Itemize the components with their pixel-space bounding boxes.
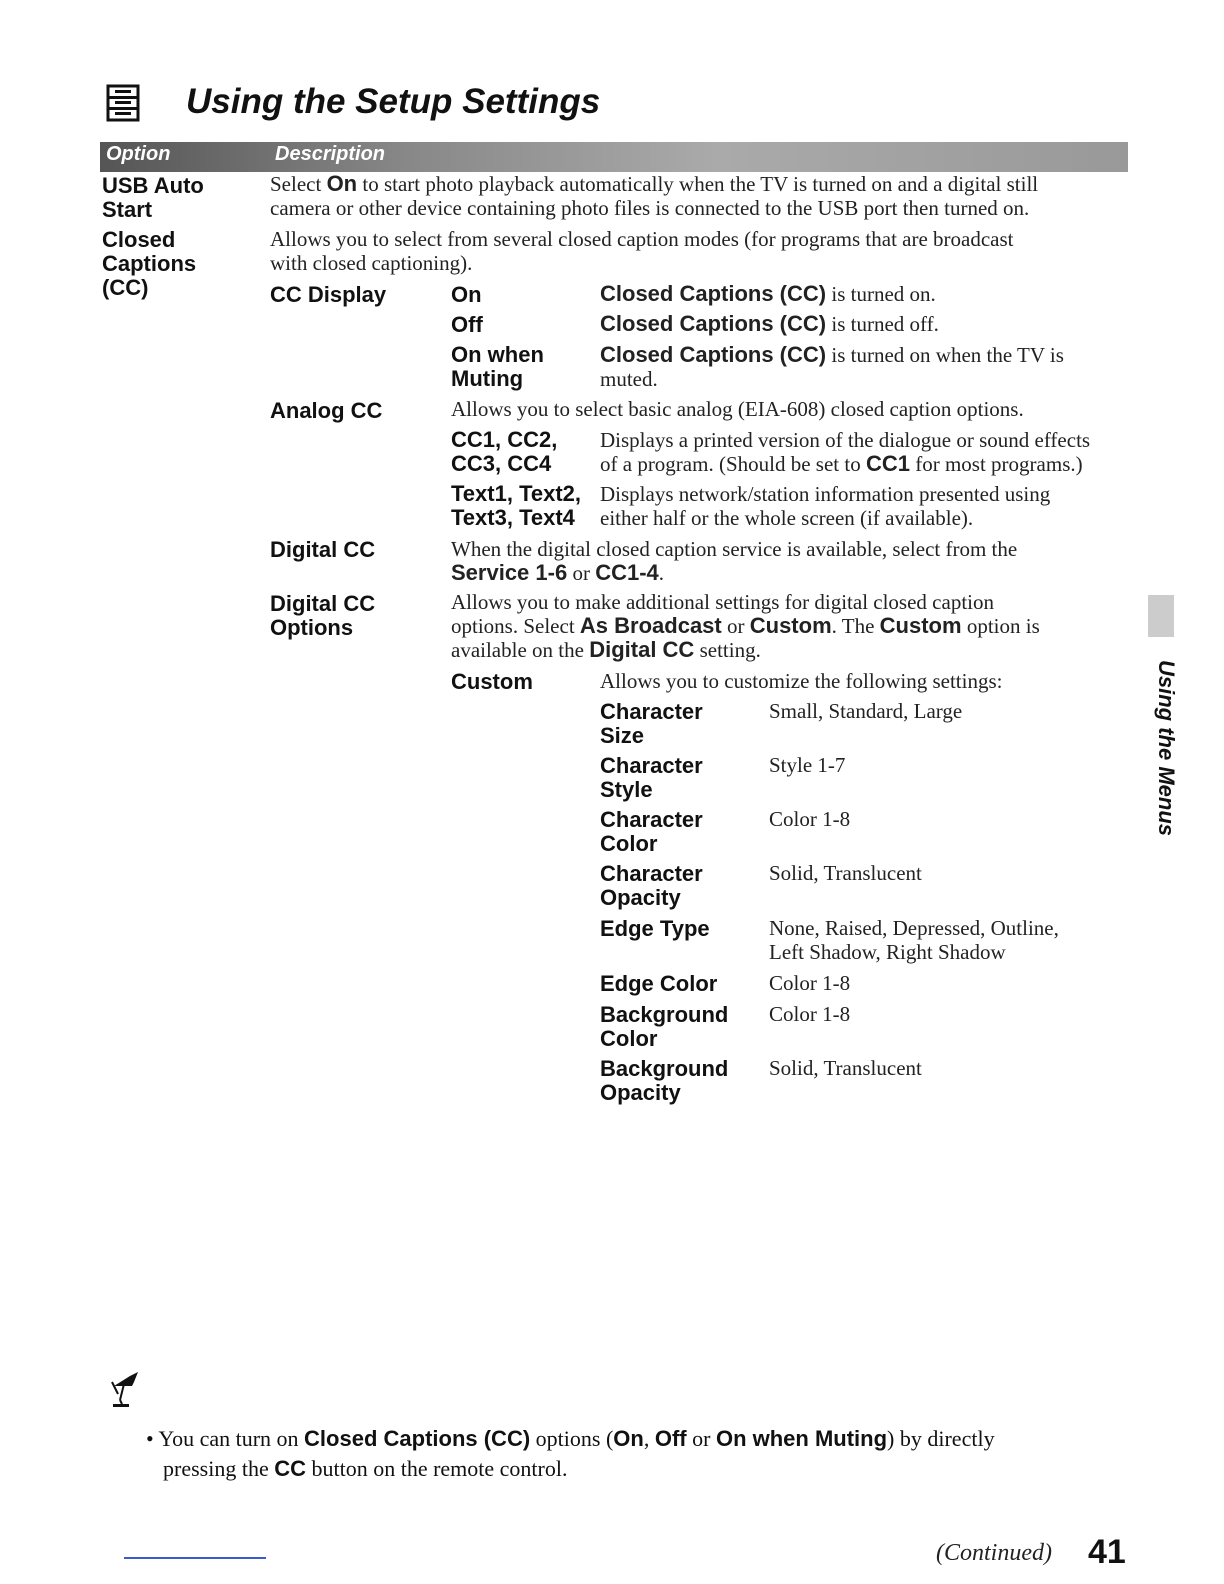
cc-display-muting-label: On when Muting <box>451 342 544 391</box>
digital-cc-options-description: Allows you to make additional settings for digital closed caption options. Select As Broadcast or Custom. The Custom option is available on the Digital CC setting. <box>451 590 1040 662</box>
setting-character-size-value: Small, Standard, Large <box>769 699 963 723</box>
usb-auto-start-description: Select On to start photo playback automatically when the TV is turned on and a digital still camera or other device containing photo files is connected to the USB port then turned on. <box>270 171 1039 220</box>
cc-display-off-label: Off <box>451 312 483 337</box>
cc-display-label: CC Display <box>270 282 387 307</box>
analog-cc-text-description: Displays network/station information presented using either half or the whole screen (if available). <box>600 482 1051 530</box>
section-tab-marker <box>1148 595 1174 637</box>
setting-character-opacity-label: Character Opacity <box>600 861 703 910</box>
continued-note: (Continued) <box>936 1540 1052 1566</box>
setting-edge-type-value: None, Raised, Depressed, Outline, Left Shadow, Right Shadow <box>769 916 1059 964</box>
option-column-header: Option <box>106 143 171 165</box>
digital-cc-label: Digital CC <box>270 537 376 562</box>
section-side-label: Using the Menus <box>1154 660 1179 837</box>
tip-lamp-icon <box>108 1368 148 1410</box>
closed-captions-description: Allows you to select from several closed caption modes (for programs that are broadcast with closed captioning). <box>270 227 1014 275</box>
page-number: 41 <box>1088 1533 1126 1571</box>
option-closed-captions: Closed Captions (CC) <box>102 227 197 300</box>
analog-cc-text-label: Text1, Text2, Text3, Text4 <box>451 481 582 530</box>
setting-background-color-value: Color 1-8 <box>769 1002 851 1026</box>
setting-edge-type-label: Edge Type <box>600 916 710 941</box>
custom-label: Custom <box>451 669 533 694</box>
page-title: Using the Setup Settings <box>186 82 601 121</box>
digital-cc-description: When the digital closed caption service is available, select from the Service 1-6 or CC1-4. <box>451 537 1018 585</box>
setting-background-opacity-label: Background Opacity <box>600 1056 729 1105</box>
setting-character-size-label: Character Size <box>600 699 703 748</box>
analog-cc-cc-description: Displays a printed version of the dialogue or sound effects of a program. (Should be set to CC1 for most programs.) <box>600 428 1091 476</box>
custom-description: Allows you to customize the following settings: <box>600 669 1003 693</box>
setting-character-opacity-value: Solid, Translucent <box>769 861 922 885</box>
cc-display-muting-description: Closed Captions (CC) is turned on when the TV is muted. <box>600 342 1064 391</box>
analog-cc-description: Allows you to select basic analog (EIA-608) closed caption options. <box>451 397 1024 421</box>
tip-text: • You can turn on Closed Captions (CC) options (On, Off or On when Muting) by directly pressing the CC button on the remote control. <box>146 1426 995 1481</box>
setting-background-opacity-value: Solid, Translucent <box>769 1056 922 1080</box>
cc-display-on-label: On <box>451 282 482 307</box>
setting-edge-color-label: Edge Color <box>600 971 718 996</box>
setting-character-color-value: Color 1-8 <box>769 807 851 831</box>
setting-edge-color-value: Color 1-8 <box>769 971 851 995</box>
setting-character-color-label: Character Color <box>600 807 703 856</box>
description-column-header: Description <box>275 143 386 165</box>
setting-character-style-value: Style 1-7 <box>769 753 846 777</box>
setting-background-color-label: Background Color <box>600 1002 729 1051</box>
setup-menu-icon <box>106 84 140 122</box>
table-header-bar <box>100 142 1128 172</box>
option-usb-auto-start: USB Auto Start <box>102 173 204 222</box>
digital-cc-options-label: Digital CC Options <box>270 591 376 640</box>
cc-display-on-description: Closed Captions (CC) is turned on. <box>600 281 936 306</box>
analog-cc-cc-label: CC1, CC2, CC3, CC4 <box>451 427 558 476</box>
bottom-rule <box>124 1557 266 1559</box>
analog-cc-label: Analog CC <box>270 398 383 423</box>
setting-character-style-label: Character Style <box>600 753 703 802</box>
cc-display-off-description: Closed Captions (CC) is turned off. <box>600 311 939 336</box>
